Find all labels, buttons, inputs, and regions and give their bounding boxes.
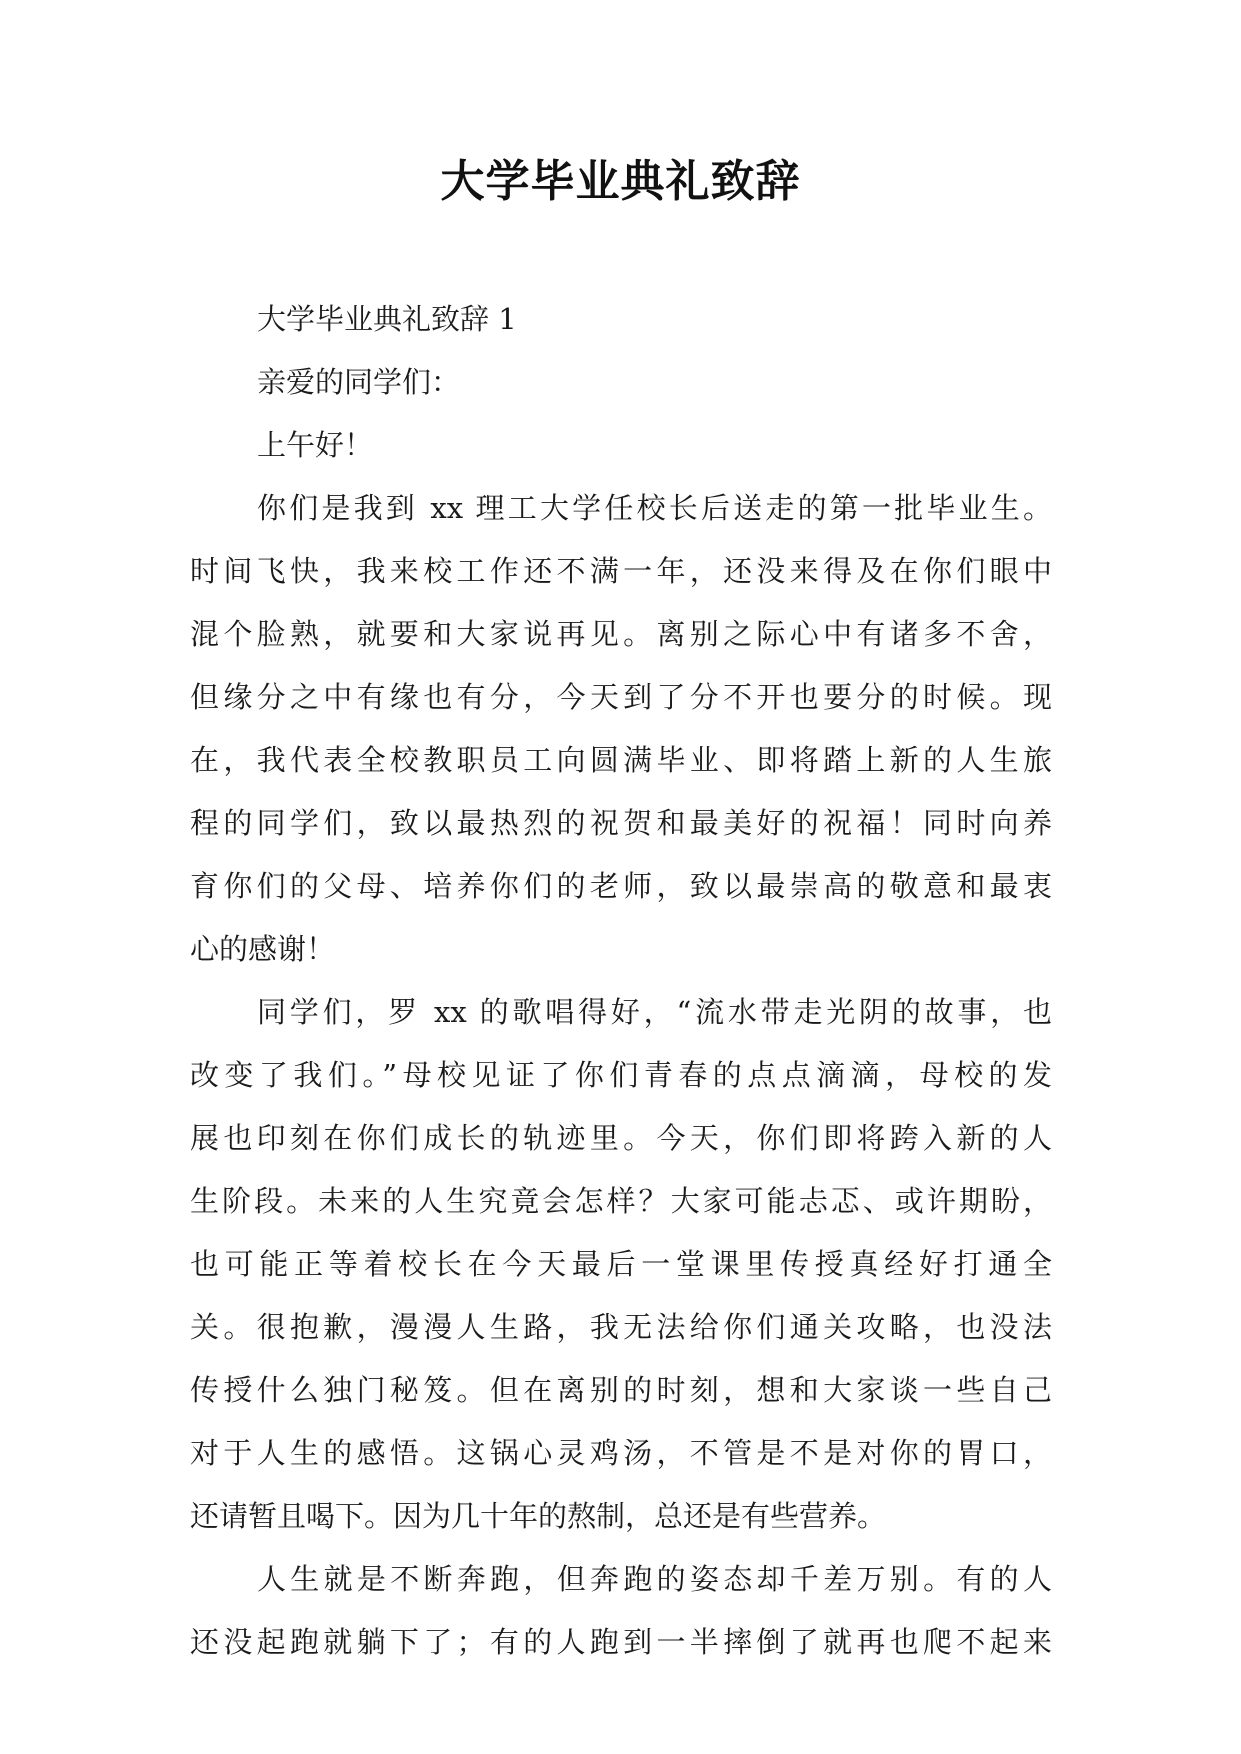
paragraph-2 [190,981,1052,1548]
paragraph-line: 心的感谢！ [190,932,336,966]
paragraph-line: 同学们，罗 xx 的歌唱得好，“流水带走光阴的故事，也 [257,995,1052,1029]
paragraph-line: 混个脸熟，就要和大家说再见。离别之际心中有诸多不舍， [190,617,1052,651]
paragraph-line: 人生就是不断奔跑，但奔跑的姿态却千差万别。有的人 [257,1562,1052,1596]
paragraph-3 [190,1548,1052,1674]
paragraph-line: 传授什么独门秘笈。但在离别的时刻，想和大家谈一些自己 [190,1373,1052,1407]
paragraph-line: 你们是我到 xx 理工大学任校长后送走的第一批毕业生。 [257,491,1052,525]
greeting: 上午好！ [257,428,374,462]
paragraph-line: 还没起跑就躺下了；有的人跑到一半摔倒了就再也爬不起来 [190,1625,1052,1659]
paragraph-line: 关。很抱歉，漫漫人生路，我无法给你们通关攻略，也没法 [190,1310,1052,1344]
salutation: 亲爱的同学们： [257,365,461,399]
paragraph-line: 时间飞快，我来校工作还不满一年，还没来得及在你们眼中 [190,554,1052,588]
paragraph-line: 对于人生的感悟。这锅心灵鸡汤，不管是不是对你的胃口， [190,1436,1052,1470]
document-title: 大学毕业典礼致辞 [440,156,801,207]
section-heading: 大学毕业典礼致辞 1 [257,302,517,336]
paragraph-1 [190,477,1052,981]
paragraph-line: 展也印刻在你们成长的轨迹里。今天，你们即将跨入新的人 [190,1121,1052,1155]
paragraph-line: 生阶段。未来的人生究竟会怎样？大家可能忐忑、或许期盼， [190,1184,1052,1218]
paragraph-line: 但缘分之中有缘也有分，今天到了分不开也要分的时候。现 [190,680,1052,714]
paragraph-line: 还请暂且喝下。因为几十年的熬制，总还是有些营养。 [190,1499,887,1533]
paragraph-line: 在，我代表全校教职员工向圆满毕业、即将踏上新的人生旅 [190,743,1052,777]
paragraph-line: 也可能正等着校长在今天最后一堂课里传授真经好打通全 [190,1247,1052,1281]
paragraph-line: 改变了我们。”母校见证了你们青春的点点滴滴，母校的发 [190,1058,1052,1092]
paragraph-line: 育你们的父母、培养你们的老师，致以最崇高的敬意和最衷 [190,869,1052,903]
paragraph-line: 程的同学们，致以最热烈的祝贺和最美好的祝福！同时向养 [190,806,1052,840]
document-body [190,288,1052,1674]
